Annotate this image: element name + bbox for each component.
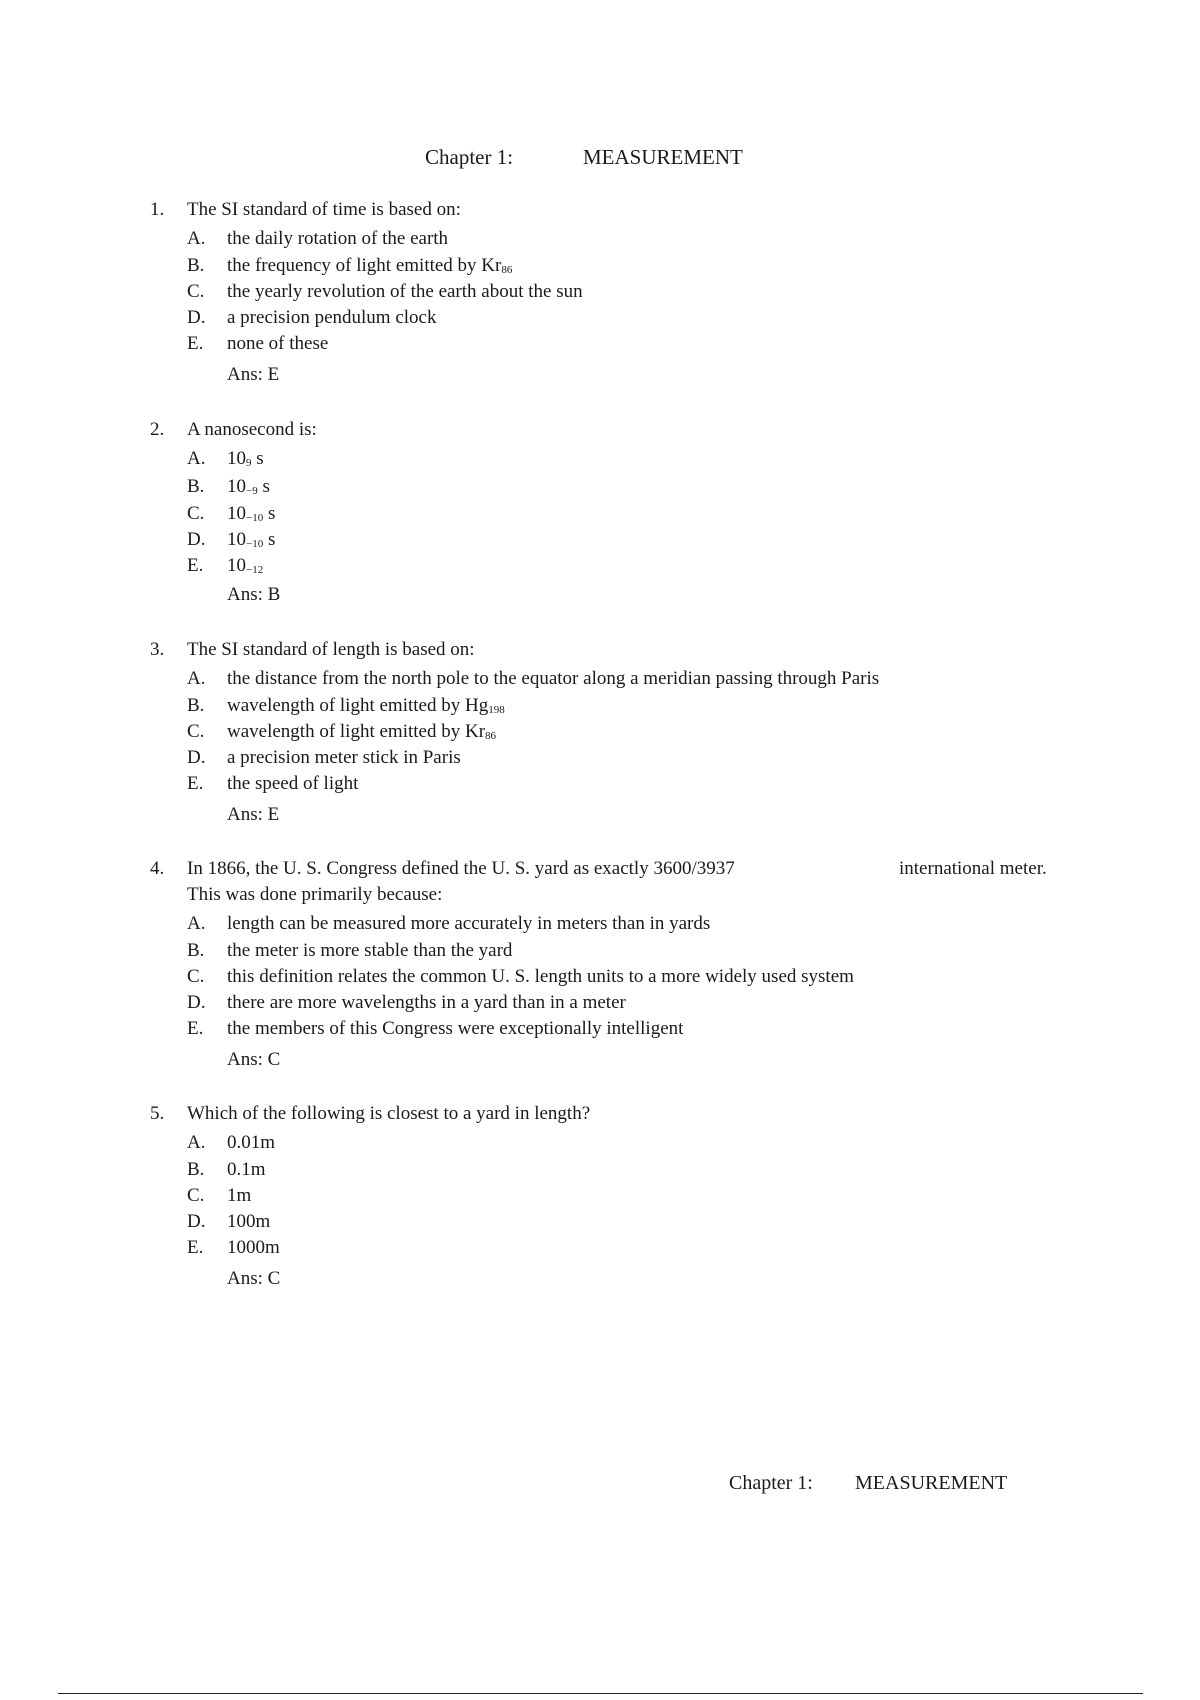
option-text: 100m [227,1211,271,1232]
question-text: In 1866, the U. S. Congress defined the U. S. yard as exactly 3600/3937 [187,858,735,879]
option-letter: E. [187,1018,204,1039]
option-letter: C. [187,966,205,987]
footer-chapter-topic: MEASUREMENT [855,1472,1008,1494]
running-footer [0,1473,1200,1499]
option-letter: E. [187,773,204,794]
option-text: there are more wavelengths in a yard than in a meter [227,992,626,1013]
option-letter: A. [187,448,206,469]
question-text-line-2: This was done primarily because: [187,884,443,905]
page-title [0,147,1200,173]
option-letter: A. [187,668,206,689]
chapter-label: Chapter 1: [425,145,514,169]
option-letter: E. [187,555,204,576]
option-letter: C. [187,1185,205,1206]
option-letter: E. [187,333,204,354]
option-text: this definition relates the common U. S. length units to a more widely used system [227,966,854,987]
option-text: wavelength of light emitted by $Kr_{86}$ [227,721,497,742]
option-text: wavelength of light emitted by $Hg_{198}$ [227,695,505,716]
option-text: a precision meter stick in Paris [227,747,461,768]
option-text: $10_{-10}$ s [227,503,276,524]
option-text: the meter is more stable than the yard [227,940,513,961]
option-letter: A. [187,1132,206,1153]
option-text: 0.1m [227,1159,266,1180]
option-text: $10_{-10}$ s [227,529,276,550]
question-text-continued: international meter. [899,858,1047,879]
option-text: the members of this Congress were exceptionally intelligent [227,1018,684,1039]
chapter-topic: MEASUREMENT [583,145,743,169]
option-text: the daily rotation of the earth [227,228,449,249]
answer-line: Ans: C [227,1049,281,1070]
option-letter: A. [187,913,206,934]
option-letter: D. [187,747,206,768]
option-letter: C. [187,281,205,302]
option-text: the distance from the north pole to the equator along a meridian passing through Paris [227,668,880,689]
option-text: the frequency of light emitted by $Kr_{86}$ [227,255,513,276]
option-letter: E. [187,1237,204,1258]
option-letter: C. [187,503,205,524]
question-number: 4. [150,858,165,879]
option-text: a precision pendulum clock [227,307,437,328]
question-text: Which of the following is closest to a yard in length? [187,1103,591,1124]
question-number: 3. [150,639,165,660]
option-letter: D. [187,1211,206,1232]
option-text: 1m [227,1185,252,1206]
option-letter: B. [187,695,205,716]
question-number: 2. [150,419,165,440]
answer-line: Ans: E [227,804,280,825]
option-text: length can be measured more accurately in meters than in yards [227,913,711,934]
answer-line: Ans: C [227,1268,281,1289]
option-text: 0.01m [227,1132,276,1153]
option-letter: B. [187,255,205,276]
option-text: 1000m [227,1237,280,1258]
question-number: 5. [150,1103,165,1124]
answer-line: Ans: E [227,364,280,385]
option-letter: B. [187,940,205,961]
option-letter: A. [187,228,206,249]
option-letter: D. [187,529,206,550]
option-letter: D. [187,307,206,328]
question-text: The SI standard of length is based on: [187,639,475,660]
footer-chapter-label: Chapter 1: [729,1472,813,1494]
option-text: the yearly revolution of the earth about the sun [227,281,583,302]
option-text: none of these [227,333,329,354]
option-text: $10_{-12}$ [227,555,264,576]
option-letter: D. [187,992,206,1013]
option-text: the speed of light [227,773,359,794]
question-number: 1. [150,199,165,220]
option-letter: B. [187,476,205,497]
page-bottom-rule [58,1693,1143,1694]
option-text: $10_{-9}$ s [227,476,270,497]
option-letter: C. [187,721,205,742]
option-text: $10_9$ s [227,448,264,469]
option-letter: B. [187,1159,205,1180]
question-text: A nanosecond is: [187,419,317,440]
answer-line: Ans: B [227,584,281,605]
question-text: The SI standard of time is based on: [187,199,461,220]
